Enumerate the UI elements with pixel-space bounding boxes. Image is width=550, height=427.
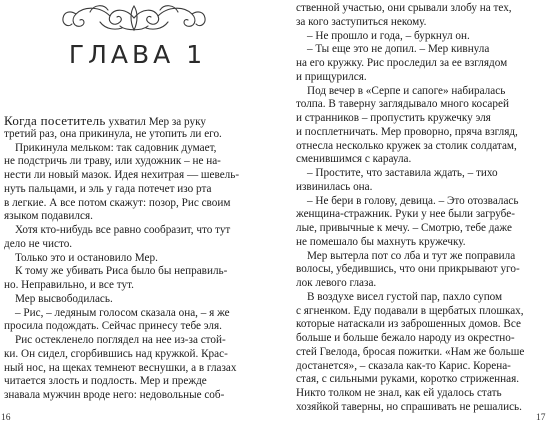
text-line: языком подавился. [4,210,93,223]
text-line: просила подождать. Сейчас принесу тебе эля. [4,320,222,333]
text-line: В воздухе висел густой пар, пахло супом [307,290,503,303]
text-line: читается злость и подлость. Мер и прежде [4,375,207,388]
text-line: знавала мужчин вроде него: недовольные соб- [4,389,225,401]
text-line: не помешало бы махнуть кружечку. [296,235,466,248]
text-line: отнесла несколько кружек за столик солдатам, [296,139,517,152]
text-line: извинилась она. [296,180,373,193]
text-line: но. Неправильно, и все тут. [4,279,134,291]
text-line: – Не прошло и года, – буркнул он. [307,29,470,42]
text-line: – Рис, – ледяным голосом сказала она, – я же [15,306,230,319]
text-line: Хотя кто-нибудь все равно сообразит, что тут [15,224,231,236]
text-line: Мер вытерла пот со лба и тут же поправила [307,249,516,262]
text-line: в легкие. А все потом скажут: позор, Рис своим [4,196,231,209]
text-line: которые натаскали из заброшенных домов. Все [296,318,521,331]
text-line: с ягненком. Еду подавали в щербатых плошках, [296,304,524,317]
text-line: Когда посетитель ухватил Мер за руку [4,113,206,128]
chapter-title: ГЛАВА 1 [68,40,207,69]
text-line: за кого заступиться некому. [296,15,427,28]
text-line: хозяйкой таверны, но спрашивать не решались. [296,400,522,413]
text-line: лок левого глаза. [296,277,377,289]
text-line: нуть пальцами, и эль у гада потечет изо рта [4,182,212,195]
lead-in-text: Когда посетитель [4,113,106,128]
text-line: Прикинула мельком: так садовник думает, [15,141,217,154]
text-line: и странников – пропустить кружечку эля [296,112,491,124]
text-line: ственной участью, они срывали злобу на тех, [296,2,512,14]
text-line: ки. Он сидел, сгорбившись над кружкой. Крас- [4,347,228,360]
text-line: – Ты еще это не допил. – Мер кивнула [307,43,490,56]
text-line: Рис остекленело поглядел на нее из-за стой- [15,334,226,346]
text-line: лые, привычные к мечу. – Смотрю, тебе даже [296,222,512,234]
text-line: достанется», – сказала как-то Карис. Корена- [296,359,511,372]
text-line: – Не бери в голову, девица. – Это отозвалась [307,194,519,207]
text-line: Под вечер в «Серпе и сапоге» набиралась [307,84,506,97]
text-line: и посплетничать. Мер проворно, пряча взгляд, [296,125,518,138]
flourish-ornament-icon [60,2,208,34]
text-line: Никто толком не знал, как ей удалось стать [296,387,502,399]
text-line: сменившимся с караула. [296,153,412,166]
page-number-left: 16 [1,413,11,423]
text-line: дело не чисто. [4,237,73,250]
text-line: стей Гвелода, бросая пожитки. «Нам же больше [296,345,525,358]
left-page-text [4,114,254,403]
text-line: женщина-стражник. Руки у нее были загрубе- [296,208,515,221]
text-line: больше и больше бежало народу из окрестно- [296,332,515,344]
text-line: ный нос, на щеках темнеют веснушки, а в глазах [4,361,237,374]
page-number-right: 17 [536,413,546,423]
text-line: и прищурился. [296,70,367,83]
text-line: толпа. В таверну заглядывало много косарей [296,98,509,111]
text-line: не подстричь ли траву, или художник – не на- [4,155,221,168]
text-line: третий раз, она прикинула, не утопить ли его. [4,127,222,140]
text-line: волосы, убедившись, что они прикрывают уго- [296,263,520,276]
right-page-text [296,2,536,415]
text-line: нести ли новый мазок. Идея нехитрая — шевель- [4,169,240,181]
text-line: на его кружку. Рис проследил за ее взглядом [296,57,508,69]
text-line: Только это и остановило Мер. [15,251,158,264]
text-line: К тому же убивать Риса было бы неправиль- [15,265,228,278]
text-line: – Простите, что заставила ждать, – тихо [307,167,498,179]
text-line: Мер высвободилась. [15,292,113,305]
text-line: стая, с сильными руками, коротко стриженная. [296,373,520,386]
